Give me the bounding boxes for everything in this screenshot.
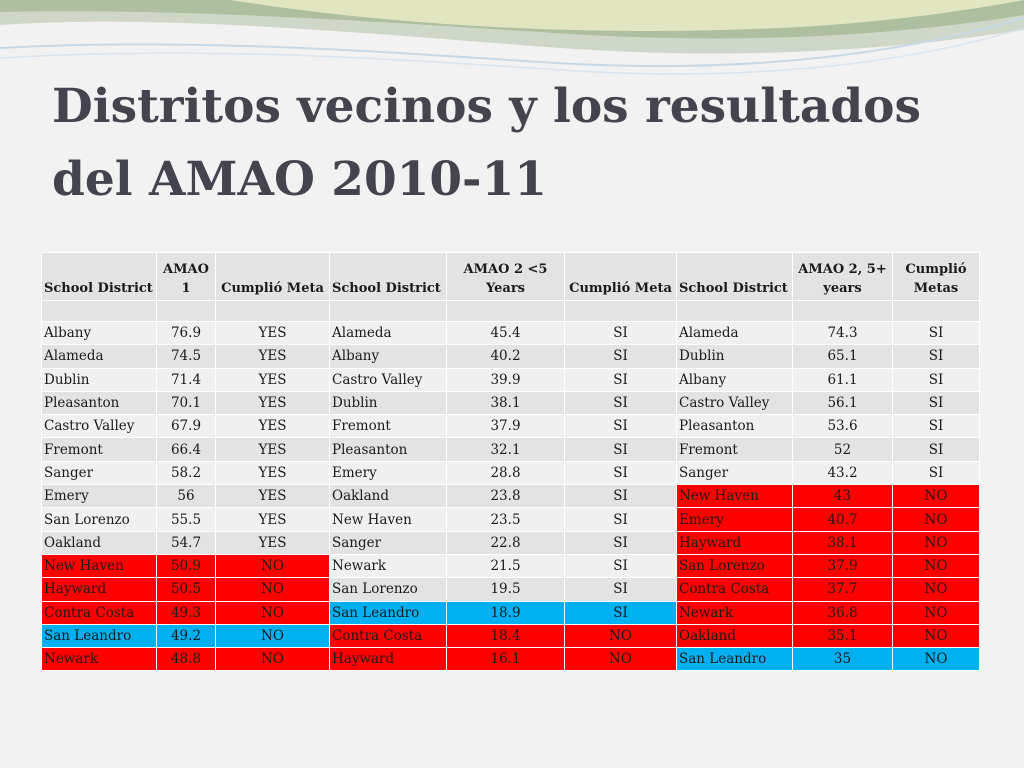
cell-district-3: Contra Costa bbox=[677, 578, 793, 601]
cell-district-3: New Haven bbox=[677, 485, 793, 508]
cell-district-3: Albany bbox=[677, 368, 793, 391]
cell-amao-2-5-plus-value: 36.8 bbox=[793, 601, 893, 624]
cell-cumplio-meta-1: YES bbox=[216, 438, 330, 461]
cell-amao-2-under-5-value: 21.5 bbox=[447, 554, 565, 577]
cell-amao-2-5-plus-value: 52 bbox=[793, 438, 893, 461]
cell-district-3: Alameda bbox=[677, 322, 793, 345]
cell-cumplio-metas: NO bbox=[893, 531, 980, 554]
table-header-row bbox=[42, 253, 980, 301]
cell-cumplio-meta-1: YES bbox=[216, 485, 330, 508]
cell-amao-2-5-plus-value: 35.1 bbox=[793, 624, 893, 647]
cell-cumplio-metas: SI bbox=[893, 461, 980, 484]
cell-district-1: Fremont bbox=[42, 438, 157, 461]
cell-amao-2-under-5-value: 23.5 bbox=[447, 508, 565, 531]
cell-amao-2-5-plus-value: 43 bbox=[793, 485, 893, 508]
cell-cumplio-meta-2: SI bbox=[565, 554, 677, 577]
table-spacer-row bbox=[42, 301, 980, 322]
cell-district-2: Fremont bbox=[330, 415, 447, 438]
cell-cumplio-meta-1: NO bbox=[216, 648, 330, 671]
cell-district-2: San Leandro bbox=[330, 601, 447, 624]
cell-amao-2-under-5-value: 19.5 bbox=[447, 578, 565, 601]
col-header-amao-1: AMAO 1 bbox=[157, 253, 216, 301]
cell-district-1: Dublin bbox=[42, 368, 157, 391]
cell-amao-2-5-plus-value: 35 bbox=[793, 648, 893, 671]
cell-district-1: Oakland bbox=[42, 531, 157, 554]
col-header-amao-2-5-plus: AMAO 2, 5+ years bbox=[793, 253, 893, 301]
cell-amao-2-under-5-value: 23.8 bbox=[447, 485, 565, 508]
table-row bbox=[42, 322, 980, 345]
cell-district-2: New Haven bbox=[330, 508, 447, 531]
cell-cumplio-meta-1: YES bbox=[216, 461, 330, 484]
cell-district-3: Oakland bbox=[677, 624, 793, 647]
cell-cumplio-meta-2: SI bbox=[565, 601, 677, 624]
cell-district-3: Castro Valley bbox=[677, 391, 793, 414]
table-row bbox=[42, 624, 980, 647]
cell-amao-2-5-plus-value: 37.7 bbox=[793, 578, 893, 601]
cell-cumplio-meta-1: YES bbox=[216, 345, 330, 368]
cell-amao-1-value: 76.9 bbox=[157, 322, 216, 345]
cell-cumplio-meta-1: YES bbox=[216, 368, 330, 391]
table-row bbox=[42, 648, 980, 671]
cell-cumplio-metas: SI bbox=[893, 345, 980, 368]
cell-amao-1-value: 50.5 bbox=[157, 578, 216, 601]
table-row bbox=[42, 415, 980, 438]
cell-cumplio-meta-1: YES bbox=[216, 415, 330, 438]
slide-title: Distritos vecinos y los resultados del AMAO 2010-11 bbox=[52, 79, 921, 207]
table-body bbox=[42, 322, 980, 671]
table-row bbox=[42, 508, 980, 531]
cell-cumplio-metas: NO bbox=[893, 648, 980, 671]
cell-cumplio-meta-2: SI bbox=[565, 415, 677, 438]
cell-district-2: Contra Costa bbox=[330, 624, 447, 647]
cell-cumplio-metas: NO bbox=[893, 485, 980, 508]
cell-amao-2-5-plus-value: 43.2 bbox=[793, 461, 893, 484]
cell-district-2: Albany bbox=[330, 345, 447, 368]
table-row bbox=[42, 391, 980, 414]
cell-cumplio-metas: NO bbox=[893, 508, 980, 531]
cell-district-1: Castro Valley bbox=[42, 415, 157, 438]
cell-amao-2-under-5-value: 45.4 bbox=[447, 322, 565, 345]
table-row bbox=[42, 438, 980, 461]
cell-amao-2-5-plus-value: 74.3 bbox=[793, 322, 893, 345]
cell-amao-1-value: 67.9 bbox=[157, 415, 216, 438]
cell-amao-2-under-5-value: 37.9 bbox=[447, 415, 565, 438]
cell-cumplio-metas: SI bbox=[893, 415, 980, 438]
col-header-school-district-2: School District bbox=[330, 253, 447, 301]
cell-cumplio-meta-1: NO bbox=[216, 554, 330, 577]
cell-amao-2-5-plus-value: 40.7 bbox=[793, 508, 893, 531]
cell-cumplio-meta-2: SI bbox=[565, 322, 677, 345]
cell-district-2: Hayward bbox=[330, 648, 447, 671]
cell-amao-2-5-plus-value: 53.6 bbox=[793, 415, 893, 438]
cell-district-1: Sanger bbox=[42, 461, 157, 484]
cell-district-1: Newark bbox=[42, 648, 157, 671]
cell-cumplio-metas: SI bbox=[893, 391, 980, 414]
cell-district-1: New Haven bbox=[42, 554, 157, 577]
cell-district-1: Hayward bbox=[42, 578, 157, 601]
cell-district-3: San Lorenzo bbox=[677, 554, 793, 577]
cell-cumplio-meta-1: YES bbox=[216, 322, 330, 345]
cell-district-2: Oakland bbox=[330, 485, 447, 508]
cell-amao-2-5-plus-value: 37.9 bbox=[793, 554, 893, 577]
cell-district-3: Dublin bbox=[677, 345, 793, 368]
cell-amao-2-under-5-value: 40.2 bbox=[447, 345, 565, 368]
cell-cumplio-meta-2: SI bbox=[565, 345, 677, 368]
cell-amao-1-value: 66.4 bbox=[157, 438, 216, 461]
cell-cumplio-metas: SI bbox=[893, 368, 980, 391]
cell-district-1: Emery bbox=[42, 485, 157, 508]
cell-amao-1-value: 71.4 bbox=[157, 368, 216, 391]
cell-district-2: Newark bbox=[330, 554, 447, 577]
table-row bbox=[42, 531, 980, 554]
col-header-cumplio-meta-2: Cumplió Meta bbox=[565, 253, 677, 301]
table-row bbox=[42, 368, 980, 391]
cell-amao-2-5-plus-value: 38.1 bbox=[793, 531, 893, 554]
table-row bbox=[42, 461, 980, 484]
cell-district-3: Pleasanton bbox=[677, 415, 793, 438]
cell-amao-1-value: 54.7 bbox=[157, 531, 216, 554]
cell-district-1: Alameda bbox=[42, 345, 157, 368]
cell-district-3: Hayward bbox=[677, 531, 793, 554]
cell-district-3: San Leandro bbox=[677, 648, 793, 671]
cell-district-1: San Leandro bbox=[42, 624, 157, 647]
table-row bbox=[42, 601, 980, 624]
cell-district-2: Castro Valley bbox=[330, 368, 447, 391]
cell-amao-1-value: 50.9 bbox=[157, 554, 216, 577]
cell-cumplio-meta-1: YES bbox=[216, 391, 330, 414]
cell-amao-2-under-5-value: 38.1 bbox=[447, 391, 565, 414]
cell-district-1: Contra Costa bbox=[42, 601, 157, 624]
cell-district-1: Pleasanton bbox=[42, 391, 157, 414]
cell-amao-1-value: 55.5 bbox=[157, 508, 216, 531]
cell-district-3: Emery bbox=[677, 508, 793, 531]
table-row bbox=[42, 485, 980, 508]
col-header-cumplio-meta-1: Cumplió Meta bbox=[216, 253, 330, 301]
cell-cumplio-meta-1: YES bbox=[216, 508, 330, 531]
cell-amao-2-under-5-value: 18.4 bbox=[447, 624, 565, 647]
col-header-school-district-1: School District bbox=[42, 253, 157, 301]
cell-cumplio-meta-2: SI bbox=[565, 485, 677, 508]
cell-amao-2-5-plus-value: 61.1 bbox=[793, 368, 893, 391]
cell-district-2: Emery bbox=[330, 461, 447, 484]
cell-cumplio-metas: NO bbox=[893, 554, 980, 577]
cell-amao-1-value: 48.8 bbox=[157, 648, 216, 671]
col-header-cumplio-metas: Cumplió Metas bbox=[893, 253, 980, 301]
cell-cumplio-meta-2: NO bbox=[565, 648, 677, 671]
cell-district-3: Fremont bbox=[677, 438, 793, 461]
table-row bbox=[42, 554, 980, 577]
cell-district-2: Sanger bbox=[330, 531, 447, 554]
cell-cumplio-meta-2: SI bbox=[565, 368, 677, 391]
cell-amao-1-value: 49.3 bbox=[157, 601, 216, 624]
cell-district-2: San Lorenzo bbox=[330, 578, 447, 601]
cell-amao-2-under-5-value: 39.9 bbox=[447, 368, 565, 391]
cell-amao-1-value: 58.2 bbox=[157, 461, 216, 484]
cell-amao-1-value: 70.1 bbox=[157, 391, 216, 414]
cell-district-2: Alameda bbox=[330, 322, 447, 345]
cell-cumplio-meta-1: NO bbox=[216, 624, 330, 647]
cell-district-3: Newark bbox=[677, 601, 793, 624]
cell-district-1: San Lorenzo bbox=[42, 508, 157, 531]
table-row bbox=[42, 345, 980, 368]
cell-amao-1-value: 74.5 bbox=[157, 345, 216, 368]
cell-amao-2-under-5-value: 28.8 bbox=[447, 461, 565, 484]
cell-cumplio-metas: NO bbox=[893, 601, 980, 624]
cell-cumplio-meta-2: SI bbox=[565, 461, 677, 484]
cell-amao-2-5-plus-value: 56.1 bbox=[793, 391, 893, 414]
cell-amao-2-5-plus-value: 65.1 bbox=[793, 345, 893, 368]
cell-cumplio-meta-2: SI bbox=[565, 578, 677, 601]
cell-amao-2-under-5-value: 32.1 bbox=[447, 438, 565, 461]
cell-amao-2-under-5-value: 16.1 bbox=[447, 648, 565, 671]
col-header-school-district-3: School District bbox=[677, 253, 793, 301]
cell-amao-1-value: 56 bbox=[157, 485, 216, 508]
cell-cumplio-meta-2: SI bbox=[565, 391, 677, 414]
cell-district-1: Albany bbox=[42, 322, 157, 345]
cell-amao-2-under-5-value: 18.9 bbox=[447, 601, 565, 624]
col-header-amao-2-under-5: AMAO 2 <5 Years bbox=[447, 253, 565, 301]
cell-cumplio-metas: NO bbox=[893, 578, 980, 601]
cell-district-2: Pleasanton bbox=[330, 438, 447, 461]
cell-amao-1-value: 49.2 bbox=[157, 624, 216, 647]
amao-results-table bbox=[41, 252, 980, 671]
cell-cumplio-meta-2: SI bbox=[565, 438, 677, 461]
cell-cumplio-meta-2: SI bbox=[565, 508, 677, 531]
cell-district-2: Dublin bbox=[330, 391, 447, 414]
cell-cumplio-meta-1: NO bbox=[216, 578, 330, 601]
cell-cumplio-meta-1: NO bbox=[216, 601, 330, 624]
cell-cumplio-metas: SI bbox=[893, 438, 980, 461]
table-row bbox=[42, 578, 980, 601]
cell-cumplio-meta-2: SI bbox=[565, 531, 677, 554]
cell-district-3: Sanger bbox=[677, 461, 793, 484]
cell-cumplio-metas: NO bbox=[893, 624, 980, 647]
cell-cumplio-meta-1: YES bbox=[216, 531, 330, 554]
cell-amao-2-under-5-value: 22.8 bbox=[447, 531, 565, 554]
cell-cumplio-metas: SI bbox=[893, 322, 980, 345]
cell-cumplio-meta-2: NO bbox=[565, 624, 677, 647]
